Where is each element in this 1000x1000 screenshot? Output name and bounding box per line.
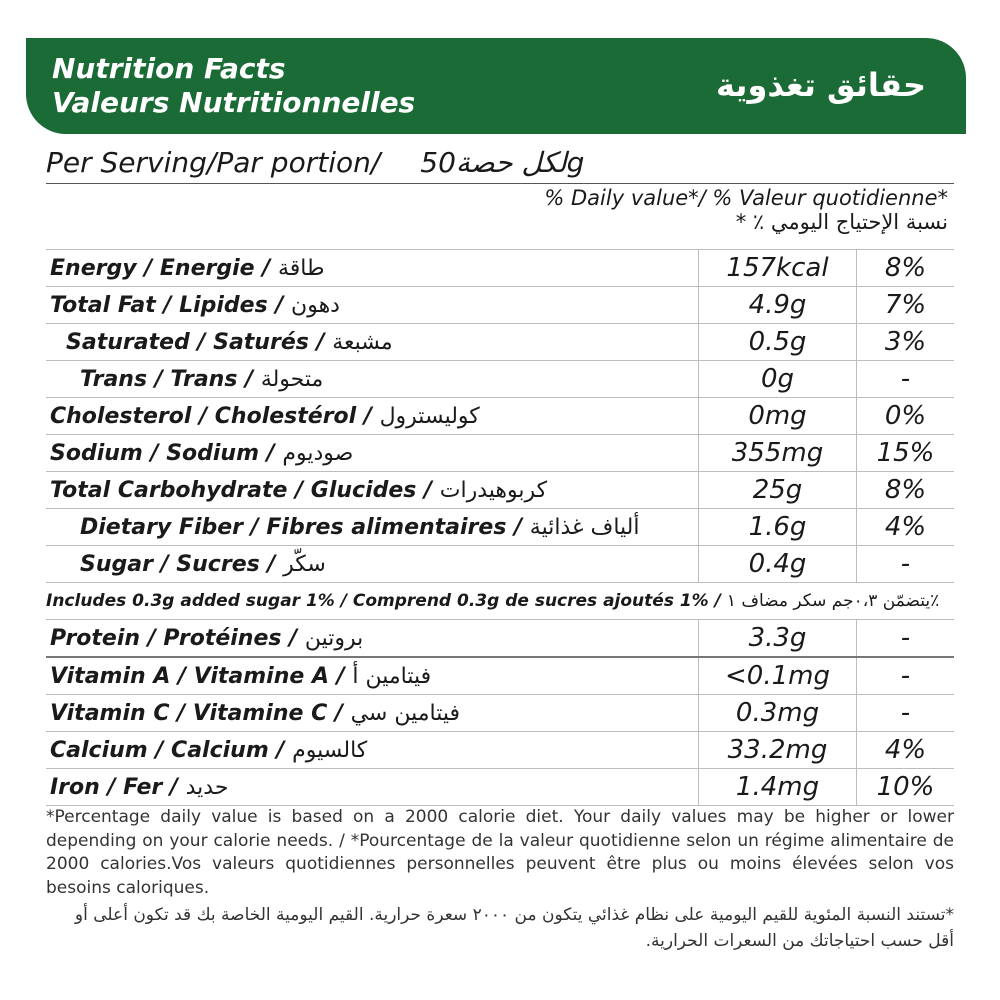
table-row-total-fat: [46, 287, 954, 324]
table-row-vitamin-a: [46, 657, 954, 695]
table-row-energy: [46, 250, 954, 287]
serving-amount: 50g: [420, 146, 585, 179]
nutrient-amount: 157kcal: [699, 250, 857, 287]
nutrient-name: Sugar / Sucres / سكّر: [46, 546, 699, 583]
header-banner: [26, 38, 966, 134]
nutrient-daily-value: 8%: [857, 472, 955, 509]
nutrient-name: Cholesterol / Cholestérol / كوليسترول: [46, 398, 699, 435]
nutrient-amount: 0g: [699, 361, 857, 398]
table-row-iron: [46, 769, 954, 806]
nutrient-daily-value: 4%: [857, 509, 955, 546]
nutrient-name: Total Fat / Lipides / دهون: [46, 287, 699, 324]
nutrient-daily-value: 0%: [857, 398, 955, 435]
title-english: Nutrition Facts: [52, 52, 286, 85]
nutrient-daily-value: -: [857, 657, 955, 695]
nutrient-amount: 25g: [699, 472, 857, 509]
serving-size: [46, 146, 584, 179]
title-french: Valeurs Nutritionnelles: [52, 86, 416, 119]
daily-value-header: [544, 186, 948, 234]
serving-label: Per Serving/Par portion/لكل حصة: [46, 146, 567, 179]
table-row-vitamin-c: [46, 695, 954, 732]
nutrient-daily-value: 8%: [857, 250, 955, 287]
nutrient-daily-value: -: [857, 620, 955, 658]
nutrient-daily-value: 10%: [857, 769, 955, 806]
title-arabic: حقائق تغذوية: [716, 66, 926, 104]
nutrient-amount: <0.1mg: [699, 657, 857, 695]
daily-value-header-en-fr: % Daily value*/ % Valeur quotidienne*: [544, 186, 948, 210]
footnote-ar: *تستند النسبة المئوية للقيم اليومية على نظام غذائي يتكون من ٢٠٠٠ سعرة حرارية. القيم اليومية الخاصة بك قد تكون أعلى أو أقل حسب احتياجاتك من السعرات الحرارية.: [74, 905, 954, 951]
nutrient-name: Energy / Energie / طاقة: [46, 250, 699, 287]
nutrient-daily-value: 3%: [857, 324, 955, 361]
nutrient-amount: 0.3mg: [699, 695, 857, 732]
nutrient-daily-value: -: [857, 695, 955, 732]
nutrient-amount: 355mg: [699, 435, 857, 472]
table-row-calcium: [46, 732, 954, 769]
nutrient-name: Iron / Fer / حديد: [46, 769, 699, 806]
table-row-total-carbohydrate: [46, 472, 954, 509]
table-row-sodium: [46, 435, 954, 472]
table-row-sugar: [46, 546, 954, 583]
table-row-cholesterol: [46, 398, 954, 435]
daily-value-header-ar: نسبة الإحتياج اليومي ٪ *: [735, 210, 948, 234]
nutrition-table: [46, 249, 954, 806]
nutrient-amount: 1.4mg: [699, 769, 857, 806]
table-row-protein: [46, 620, 954, 658]
nutrient-name: Total Carbohydrate / Glucides / كربوهيدرات: [46, 472, 699, 509]
nutrient-amount: 0.5g: [699, 324, 857, 361]
nutrient-daily-value: -: [857, 361, 955, 398]
nutrient-amount: 0.4g: [699, 546, 857, 583]
table-row-trans: [46, 361, 954, 398]
nutrient-daily-value: 4%: [857, 732, 955, 769]
nutrient-name: Vitamin C / Vitamine C / فيتامين سي: [46, 695, 699, 732]
nutrient-name: Vitamin A / Vitamine A / فيتامين أ: [46, 657, 699, 695]
table-row-saturated: [46, 324, 954, 361]
table-row-dietary-fiber: [46, 509, 954, 546]
nutrient-daily-value: 15%: [857, 435, 955, 472]
table-row-added-sugar: [46, 583, 954, 620]
serving-divider: [46, 183, 954, 184]
nutrient-name: Sodium / Sodium / صوديوم: [46, 435, 699, 472]
header-titles: [52, 52, 415, 120]
nutrient-name: Dietary Fiber / Fibres alimentaires / ألياف غذائية: [46, 509, 699, 546]
nutrient-daily-value: 7%: [857, 287, 955, 324]
nutrient-name: Calcium / Calcium / كالسيوم: [46, 732, 699, 769]
footnote-en-fr: *Percentage daily value is based on a 2000 calorie diet. Your daily values may be higher or lower depending on your calorie needs. / *Pourcentage de la valeur quotidienne selon un régime alimentaire de 2000 calories.Vos valeurs quotidiennes personnelles peuvent être plus ou moins élevées selon vos besoins caloriques.: [46, 807, 954, 898]
nutrient-daily-value: -: [857, 546, 955, 583]
nutrient-name: Saturated / Saturés / مشبعة: [46, 324, 699, 361]
nutrient-amount: 0mg: [699, 398, 857, 435]
nutrient-amount: 1.6g: [699, 509, 857, 546]
nutrient-amount: 33.2mg: [699, 732, 857, 769]
added-sugar-note: Includes 0.3g added sugar 1% / Comprend 0.3g de sucres ajoutés 1% / يتضمّن ٠،٣جم سكر مضاف ١٪: [46, 583, 954, 620]
nutrient-amount: 4.9g: [699, 287, 857, 324]
nutrient-name: Trans / Trans / متحولة: [46, 361, 699, 398]
nutrient-amount: 3.3g: [699, 620, 857, 658]
nutrient-name: Protein / Protéines / بروتين: [46, 620, 699, 658]
